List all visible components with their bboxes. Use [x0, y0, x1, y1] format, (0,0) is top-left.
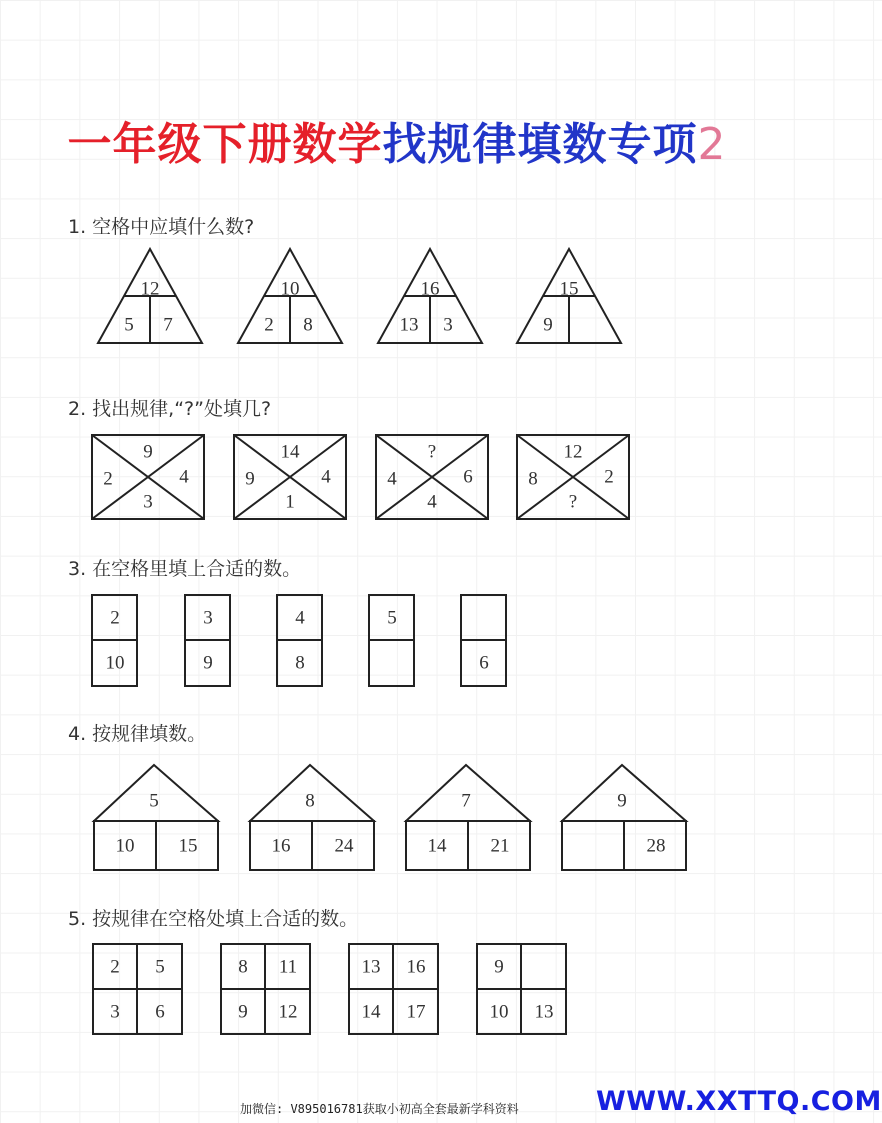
- question-5-text: 5. 按规律在空格处填上合适的数。: [68, 908, 359, 930]
- domino-4-top: 5: [387, 607, 397, 629]
- house-2-roof: 8: [305, 790, 315, 812]
- title-red-part: 一年级下册数学: [67, 119, 383, 170]
- grid-3-tr: 16: [406, 956, 426, 978]
- triangle-2-left: 2: [264, 314, 274, 336]
- envelope-1-top: 9: [143, 441, 153, 463]
- triangle-1-right: 7: [163, 314, 173, 336]
- house-1: [94, 765, 218, 870]
- envelope-2-left: 9: [245, 468, 255, 490]
- envelope-3-left: 4: [387, 468, 397, 490]
- envelope-1-left: 2: [103, 468, 113, 490]
- envelope-1: [92, 435, 204, 519]
- envelope-4: [517, 435, 629, 519]
- grid-2-tr: 11: [278, 956, 298, 978]
- grid-1-tr: 5: [155, 956, 165, 978]
- envelope-3-right: 6: [463, 466, 473, 488]
- envelope-1-right: 4: [179, 466, 189, 488]
- domino-3-bottom: 8: [295, 652, 305, 674]
- house-3: [406, 765, 530, 870]
- house-1-right: 15: [178, 835, 198, 857]
- triangle-1-left: 5: [124, 314, 134, 336]
- envelope-4-right: 2: [604, 466, 614, 488]
- envelope-2-right: 4: [321, 466, 331, 488]
- house-2: [250, 765, 374, 870]
- house-2-left: 16: [271, 835, 291, 857]
- grid-4: [477, 944, 566, 1034]
- house-3-right: 21: [490, 835, 510, 857]
- grid-3-bl: 14: [361, 1001, 381, 1023]
- grid-2-bl: 9: [238, 1001, 248, 1023]
- envelope-3-bottom: 4: [427, 491, 437, 513]
- grid-4-bl: 10: [489, 1001, 509, 1023]
- house-2-right: 24: [334, 835, 354, 857]
- grid-4-br: 13: [534, 1001, 554, 1023]
- grid-1: [93, 944, 182, 1034]
- domino-2-bottom: 9: [203, 652, 213, 674]
- triangle-3-top: 16: [420, 278, 440, 300]
- domino-1: [92, 595, 137, 686]
- footer-text: 加微信: V895016781获取小初高全套最新学科资料: [240, 1102, 519, 1116]
- house-1-left: 10: [115, 835, 135, 857]
- domino-3-top: 4: [295, 607, 305, 629]
- triangle-4-top: 15: [559, 278, 579, 300]
- envelope-3: [376, 435, 488, 519]
- house-4-right: 28: [646, 835, 666, 857]
- question-1-text: 1. 空格中应填什么数?: [68, 216, 255, 238]
- domino-1-top: 2: [110, 607, 120, 629]
- house-3-roof: 7: [461, 790, 471, 812]
- envelope-2-bottom: 1: [285, 491, 295, 513]
- house-4: [562, 765, 686, 870]
- triangle-2: [238, 249, 342, 343]
- house-3-left: 14: [427, 835, 447, 857]
- house-1-roof: 5: [149, 790, 159, 812]
- question-4-text: 4. 按规律填数。: [68, 723, 207, 745]
- domino-4: [369, 595, 414, 686]
- triangle-2-right: 8: [303, 314, 313, 336]
- domino-2-top: 3: [203, 607, 213, 629]
- grid-3-tl: 13: [361, 956, 381, 978]
- domino-5-bottom: 6: [479, 652, 489, 674]
- triangle-3-left: 13: [399, 314, 419, 336]
- domino-2: [185, 595, 230, 686]
- envelope-4-left: 8: [528, 468, 538, 490]
- envelope-2-top: 14: [280, 441, 300, 463]
- grid-3-br: 17: [406, 1001, 426, 1023]
- domino-3: [277, 595, 322, 686]
- grid-4-tl: 9: [494, 956, 504, 978]
- domino-5: [461, 595, 506, 686]
- grid-1-br: 6: [155, 1001, 165, 1023]
- title-blue-part: 找规律填数专项: [382, 119, 698, 170]
- envelope-4-bottom: ?: [568, 491, 578, 513]
- triangle-4-left: 9: [543, 314, 553, 336]
- grid-2-br: 12: [278, 1001, 298, 1023]
- envelope-2: [234, 435, 346, 519]
- house-4-roof: 9: [617, 790, 627, 812]
- domino-1-bottom: 10: [105, 652, 125, 674]
- question-3-text: 3. 在空格里填上合适的数。: [68, 558, 302, 580]
- grid-1-tl: 2: [110, 956, 120, 978]
- grid-3: [349, 944, 438, 1034]
- question-2-text: 2. 找出规律,“?”处填几?: [68, 398, 272, 420]
- grid-1-bl: 3: [110, 1001, 120, 1023]
- grid-2-tl: 8: [238, 956, 248, 978]
- envelope-4-top: 12: [563, 441, 583, 463]
- triangle-3: [378, 249, 482, 343]
- triangle-1: [98, 249, 202, 343]
- site-logo: WWW.XXTTQ.COM: [596, 1086, 882, 1117]
- title-number: 2: [697, 119, 727, 170]
- triangle-4: [517, 249, 621, 343]
- triangle-1-top: 12: [140, 278, 160, 300]
- envelope-1-bottom: 3: [143, 491, 153, 513]
- triangle-2-top: 10: [280, 278, 300, 300]
- grid-2: [221, 944, 310, 1034]
- envelope-3-top: ?: [427, 441, 437, 463]
- triangle-3-right: 3: [443, 314, 453, 336]
